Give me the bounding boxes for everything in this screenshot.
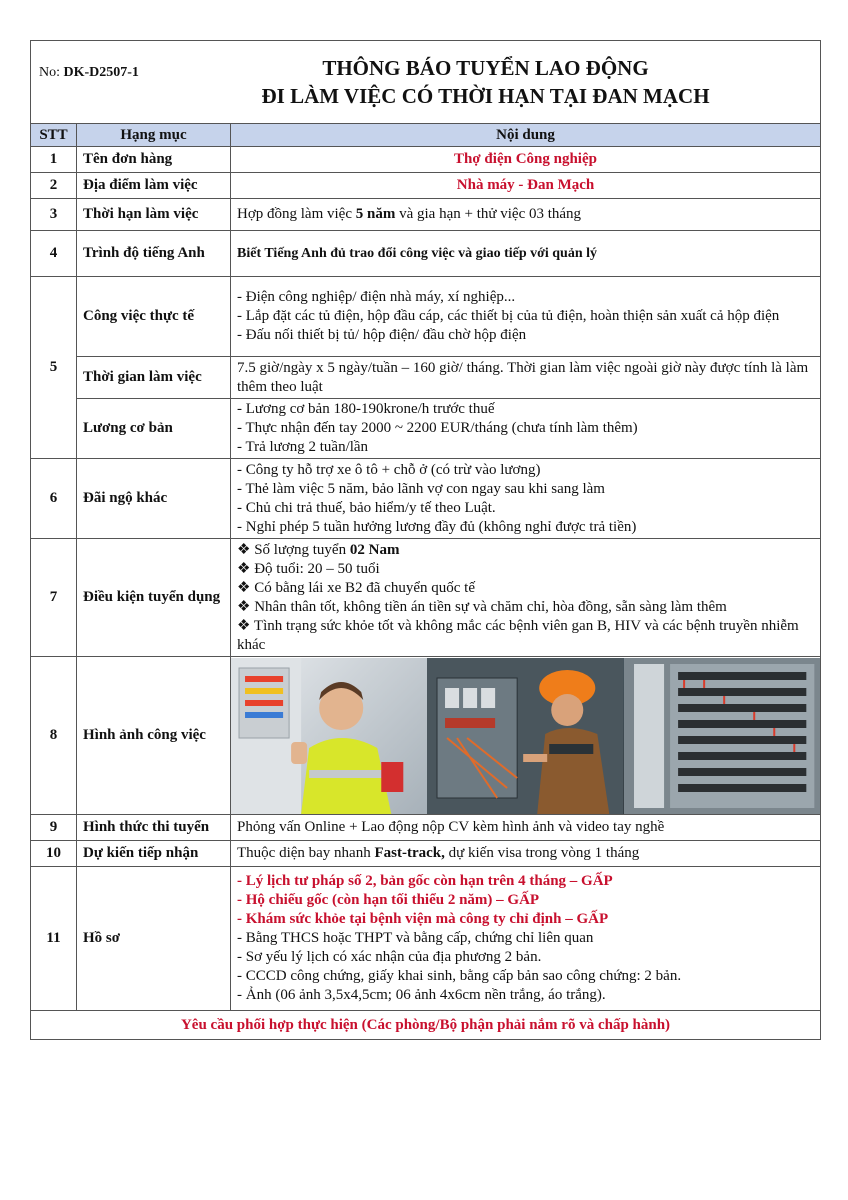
header-row (31, 41, 821, 124)
row-number: 7 (31, 539, 77, 657)
list-item: - Sơ yếu lý lịch có xác nhận của địa phương 2 bản. (237, 949, 542, 965)
photo-control-cabinet (624, 658, 820, 814)
list-item: - Nghỉ phép 5 tuần hưởng lương đầy đủ (không nghỉ được trả tiền) (237, 518, 637, 535)
table-row (31, 815, 821, 841)
electrician-illustration-2 (427, 658, 623, 814)
list-item: - Lương cơ bản 180-190krone/h trước thuế (237, 401, 495, 417)
list-item: - Trả lương 2 tuần/lần (237, 439, 369, 455)
row-category: Tên đơn hàng (77, 147, 231, 173)
table-row (31, 357, 821, 399)
expected-reception (231, 841, 821, 867)
work-location: Nhà máy - Đan Mạch (231, 173, 821, 199)
working-hours: 7.5 giờ/ngày x 5 ngày/tuần – 160 giờ/ tháng. Thời gian làm việc ngoài giờ này được tính là làm thêm theo luật (231, 357, 821, 399)
notice-title (37, 54, 814, 110)
order-name: Thợ điện Công nghiệp (231, 147, 821, 173)
col-stt: STT (31, 124, 77, 147)
list-item: - Thẻ làm việc 5 năm, bảo lãnh vợ con ngay sau khi sang làm (237, 480, 605, 497)
job-duties (231, 277, 821, 357)
row-category: Thời hạn làm việc (77, 199, 231, 231)
row-number: 10 (31, 841, 77, 867)
row-category: Đãi ngộ khác (77, 459, 231, 539)
row-category: Hình ảnh công việc (77, 657, 231, 815)
row-category: Dự kiến tiếp nhận (77, 841, 231, 867)
row-number: 11 (31, 867, 77, 1011)
list-item: - Chủ chi trả thuế, bảo hiểm/y tế theo Luật. (237, 499, 496, 516)
photo-electrician-thumbs-up (231, 658, 427, 814)
table-row (31, 841, 821, 867)
job-photos (231, 657, 821, 815)
list-item: - Công ty hỗ trợ xe ô tô + chỗ ở (có trừ vào lương) (237, 461, 541, 478)
list-item-urgent: - Lý lịch tư pháp số 2, bản gốc còn hạn trên 4 tháng – GẤP (237, 873, 613, 889)
other-benefits (231, 459, 821, 539)
row-number: 6 (31, 459, 77, 539)
table-row (31, 199, 821, 231)
list-item: - Thực nhận đến tay 2000 ~ 2200 EUR/tháng (chưa tính làm thêm) (237, 420, 638, 436)
row-category: Trình độ tiếng Anh (77, 231, 231, 277)
doc-number-value: DK-D2507-1 (63, 65, 139, 80)
list-item (237, 541, 814, 560)
selection-method: Phỏng vấn Online + Lao động nộp CV kèm hình ảnh và video tay nghề (231, 815, 821, 841)
list-item: ❖ Nhân thân tốt, không tiền án tiền sự và chăm chỉ, hòa đồng, sẵn sàng làm thêm (237, 598, 727, 615)
text: ❖ Số lượng tuyển (237, 541, 350, 558)
list-item: - Đấu nối thiết bị tủ/ hộp điện/ đầu chờ hộp điện (237, 327, 527, 343)
base-salary (231, 399, 821, 459)
text: Thuộc diện bay nhanh (237, 845, 375, 861)
text-bold: 02 Nam (349, 541, 400, 558)
table-row (31, 867, 821, 1011)
row-category: Địa điểm làm việc (77, 173, 231, 199)
row-number: 8 (31, 657, 77, 815)
row-number: 5 (31, 277, 77, 459)
doc-number-label: No: (39, 65, 60, 80)
row-number: 2 (31, 173, 77, 199)
doc-number (39, 63, 139, 82)
cabinet-illustration (624, 658, 820, 814)
contract-term (231, 199, 821, 231)
text: và gia hạn + thử việc 03 tháng (395, 206, 582, 222)
col-content: Nội dung (231, 124, 821, 147)
row-number: 1 (31, 147, 77, 173)
list-item: - CCCD công chứng, giấy khai sinh, bằng cấp bản sao công chứng: 2 bản. (237, 968, 682, 984)
footer-row (31, 1011, 821, 1040)
table-row (31, 147, 821, 173)
column-header-row (31, 124, 821, 147)
list-item: ❖ Độ tuổi: 20 – 50 tuổi (237, 560, 380, 577)
table-row (31, 459, 821, 539)
table-row (31, 539, 821, 657)
header-cell (31, 41, 821, 124)
list-item: - Điện công nghiệp/ điện nhà máy, xí nghiệp... (237, 289, 516, 305)
english-level: Biết Tiếng Anh đủ trao đổi công việc và giao tiếp với quản lý (231, 231, 821, 277)
list-item-urgent: - Khám sức khỏe tại bệnh viện mà công ty chỉ định – GẤP (237, 911, 609, 927)
table-row (31, 173, 821, 199)
documents-required (231, 867, 821, 1011)
table-row (31, 657, 821, 815)
row-category: Công việc thực tế (77, 277, 231, 357)
row-number: 4 (31, 231, 77, 277)
row-category: Lương cơ bản (77, 399, 231, 459)
col-category: Hạng mục (77, 124, 231, 147)
list-item: ❖ Tình trạng sức khỏe tốt và không mắc các bệnh viên gan B, HIV và các bệnh truyền nhiễm khác (237, 617, 799, 653)
list-item: ❖ Có bằng lái xe B2 đã chuyển quốc tế (237, 579, 475, 596)
row-number: 9 (31, 815, 77, 841)
text-bold: Fast-track, (374, 845, 445, 861)
recruitment-conditions (231, 539, 821, 657)
table-row (31, 399, 821, 459)
footer-note: Yêu cầu phối hợp thực hiện (Các phòng/Bộ phận phải nắm rõ và chấp hành) (31, 1011, 821, 1040)
row-category: Hồ sơ (77, 867, 231, 1011)
table-row (31, 277, 821, 357)
row-category: Thời gian làm việc (77, 357, 231, 399)
text: Hợp đồng làm việc (237, 206, 356, 222)
list-item: - Lắp đặt các tủ điện, hộp đầu cáp, các thiết bị của tủ điện, hoàn thiện sản xuất cả hộp điện (237, 308, 780, 324)
list-item: - Ảnh (06 ảnh 3,5x4,5cm; 06 ảnh 4x6cm nền trắng, áo trắng). (237, 987, 606, 1003)
row-category: Hình thức thi tuyển (77, 815, 231, 841)
recruitment-notice (30, 40, 820, 1040)
text: dự kiến visa trong vòng 1 tháng (444, 845, 640, 861)
row-number: 3 (31, 199, 77, 231)
title-line-1: THÔNG BÁO TUYỂN LAO ĐỘNG (322, 56, 649, 80)
photo-electrician-panel (427, 658, 623, 814)
notice-table (30, 40, 821, 1040)
photo-strip (231, 658, 820, 814)
text-bold: 5 năm (355, 206, 396, 222)
title-line-2: ĐI LÀM VIỆC CÓ THỜI HẠN TẠI ĐAN MẠCH (261, 84, 710, 108)
row-category: Điều kiện tuyển dụng (77, 539, 231, 657)
list-item: - Bằng THCS hoặc THPT và bằng cấp, chứng chỉ liên quan (237, 930, 594, 946)
list-item-urgent: - Hộ chiếu gốc (còn hạn tối thiểu 2 năm) – GẤP (237, 892, 540, 908)
table-row (31, 231, 821, 277)
electrician-illustration-1 (231, 658, 427, 814)
